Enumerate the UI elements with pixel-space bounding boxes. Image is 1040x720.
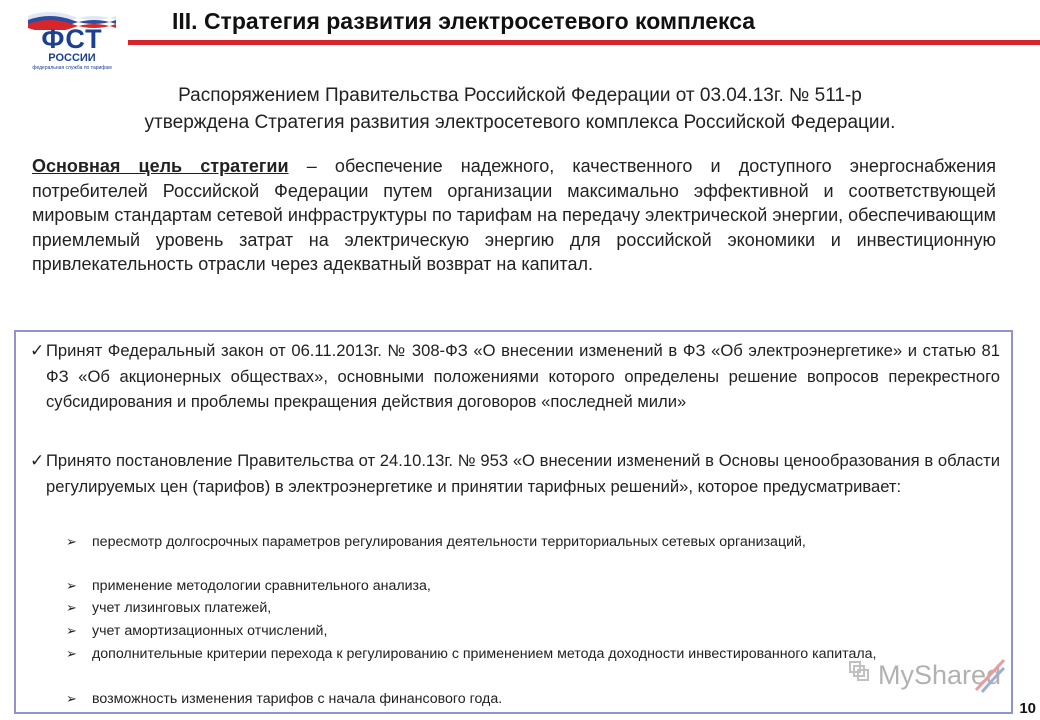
check-item-text: Принят Федеральный закон от 06.11.2013г. № 308-ФЗ «О внесении изменений в ФЗ «Об электроэнергетике» и статью 81 ФЗ «Об акционерных обществах», основными положениями которого определены решение вопросов перекрестного субсидирования и проблемы прекращения действия договоров «последней мили» <box>46 341 1000 412</box>
logo-subtitle: РОССИИ <box>48 52 96 64</box>
arrow-bullet-icon: ➢ <box>66 534 77 549</box>
list-item-text: учет лизинговых платежей, <box>92 600 272 616</box>
list-item-text: пересмотр долгосрочных параметров регулирования деятельности территориальных сетевых организаций, <box>92 534 806 550</box>
list-item-text: применение методологии сравнительного анализа, <box>92 578 431 594</box>
logo-title: ФСТ <box>41 24 103 54</box>
arrow-bullet-icon: ➢ <box>66 578 77 593</box>
check-item-text: Принято постановление Правительства от 24.10.13г. № 953 «О внесении изменений в Основы ценообразования в области регулируемых цен (тарифов) в электроэнергетике и принятии тарифных решений», которое предусматривает: <box>46 451 1000 496</box>
intro-line-1: Распоряжением Правительства Российской Федерации от 03.04.13г. № 511-р <box>178 85 862 106</box>
arrow-bullet-icon: ➢ <box>66 600 77 615</box>
logo-tagline: федеральная служба по тарифам <box>32 65 112 71</box>
intro-paragraph <box>20 82 1020 136</box>
slide-title: III. Стратегия развития электросетевого комплекса <box>172 8 756 34</box>
goal-text: – обеспечение надежного, качественного и доступного энергоснабжения потребителей Российской Федерации путем организации максимально эффективной и соответствующей мировым стандартам сетевой инфраструктуры по тарифам на передачу электрической энергии, обеспечивающим приемлемый уровень затрат на электрическую энергию для российской экономики и инвестиционную привлекательность отрасли через адекватный возврат на капитал. <box>32 156 996 275</box>
intro-line-2: утверждена Стратегия развития электросетевого комплекса Российской Федерации. <box>144 112 896 133</box>
check-icon: ✓ <box>30 341 45 360</box>
page-number: 10 <box>1019 700 1036 717</box>
check-icon: ✓ <box>30 451 45 470</box>
list-item-text: дополнительные критерии перехода к регулированию с применением метода доходности инвестированного капитала, <box>92 646 877 662</box>
fst-logo <box>22 4 122 76</box>
watermark-text: MyShared <box>878 660 1002 690</box>
arrow-bullet-icon: ➢ <box>66 646 77 661</box>
list-item-text: возможность изменения тарифов с начала финансового года. <box>92 691 503 707</box>
goal-label: Основная цель стратегии <box>32 156 289 176</box>
myshared-watermark <box>846 654 1006 694</box>
arrow-bullet-icon: ➢ <box>66 623 77 638</box>
list-item-text: учет амортизационных отчислений, <box>92 623 328 639</box>
header-divider <box>128 40 1040 45</box>
arrow-bullet-icon: ➢ <box>66 691 77 706</box>
goal-paragraph <box>32 154 996 277</box>
